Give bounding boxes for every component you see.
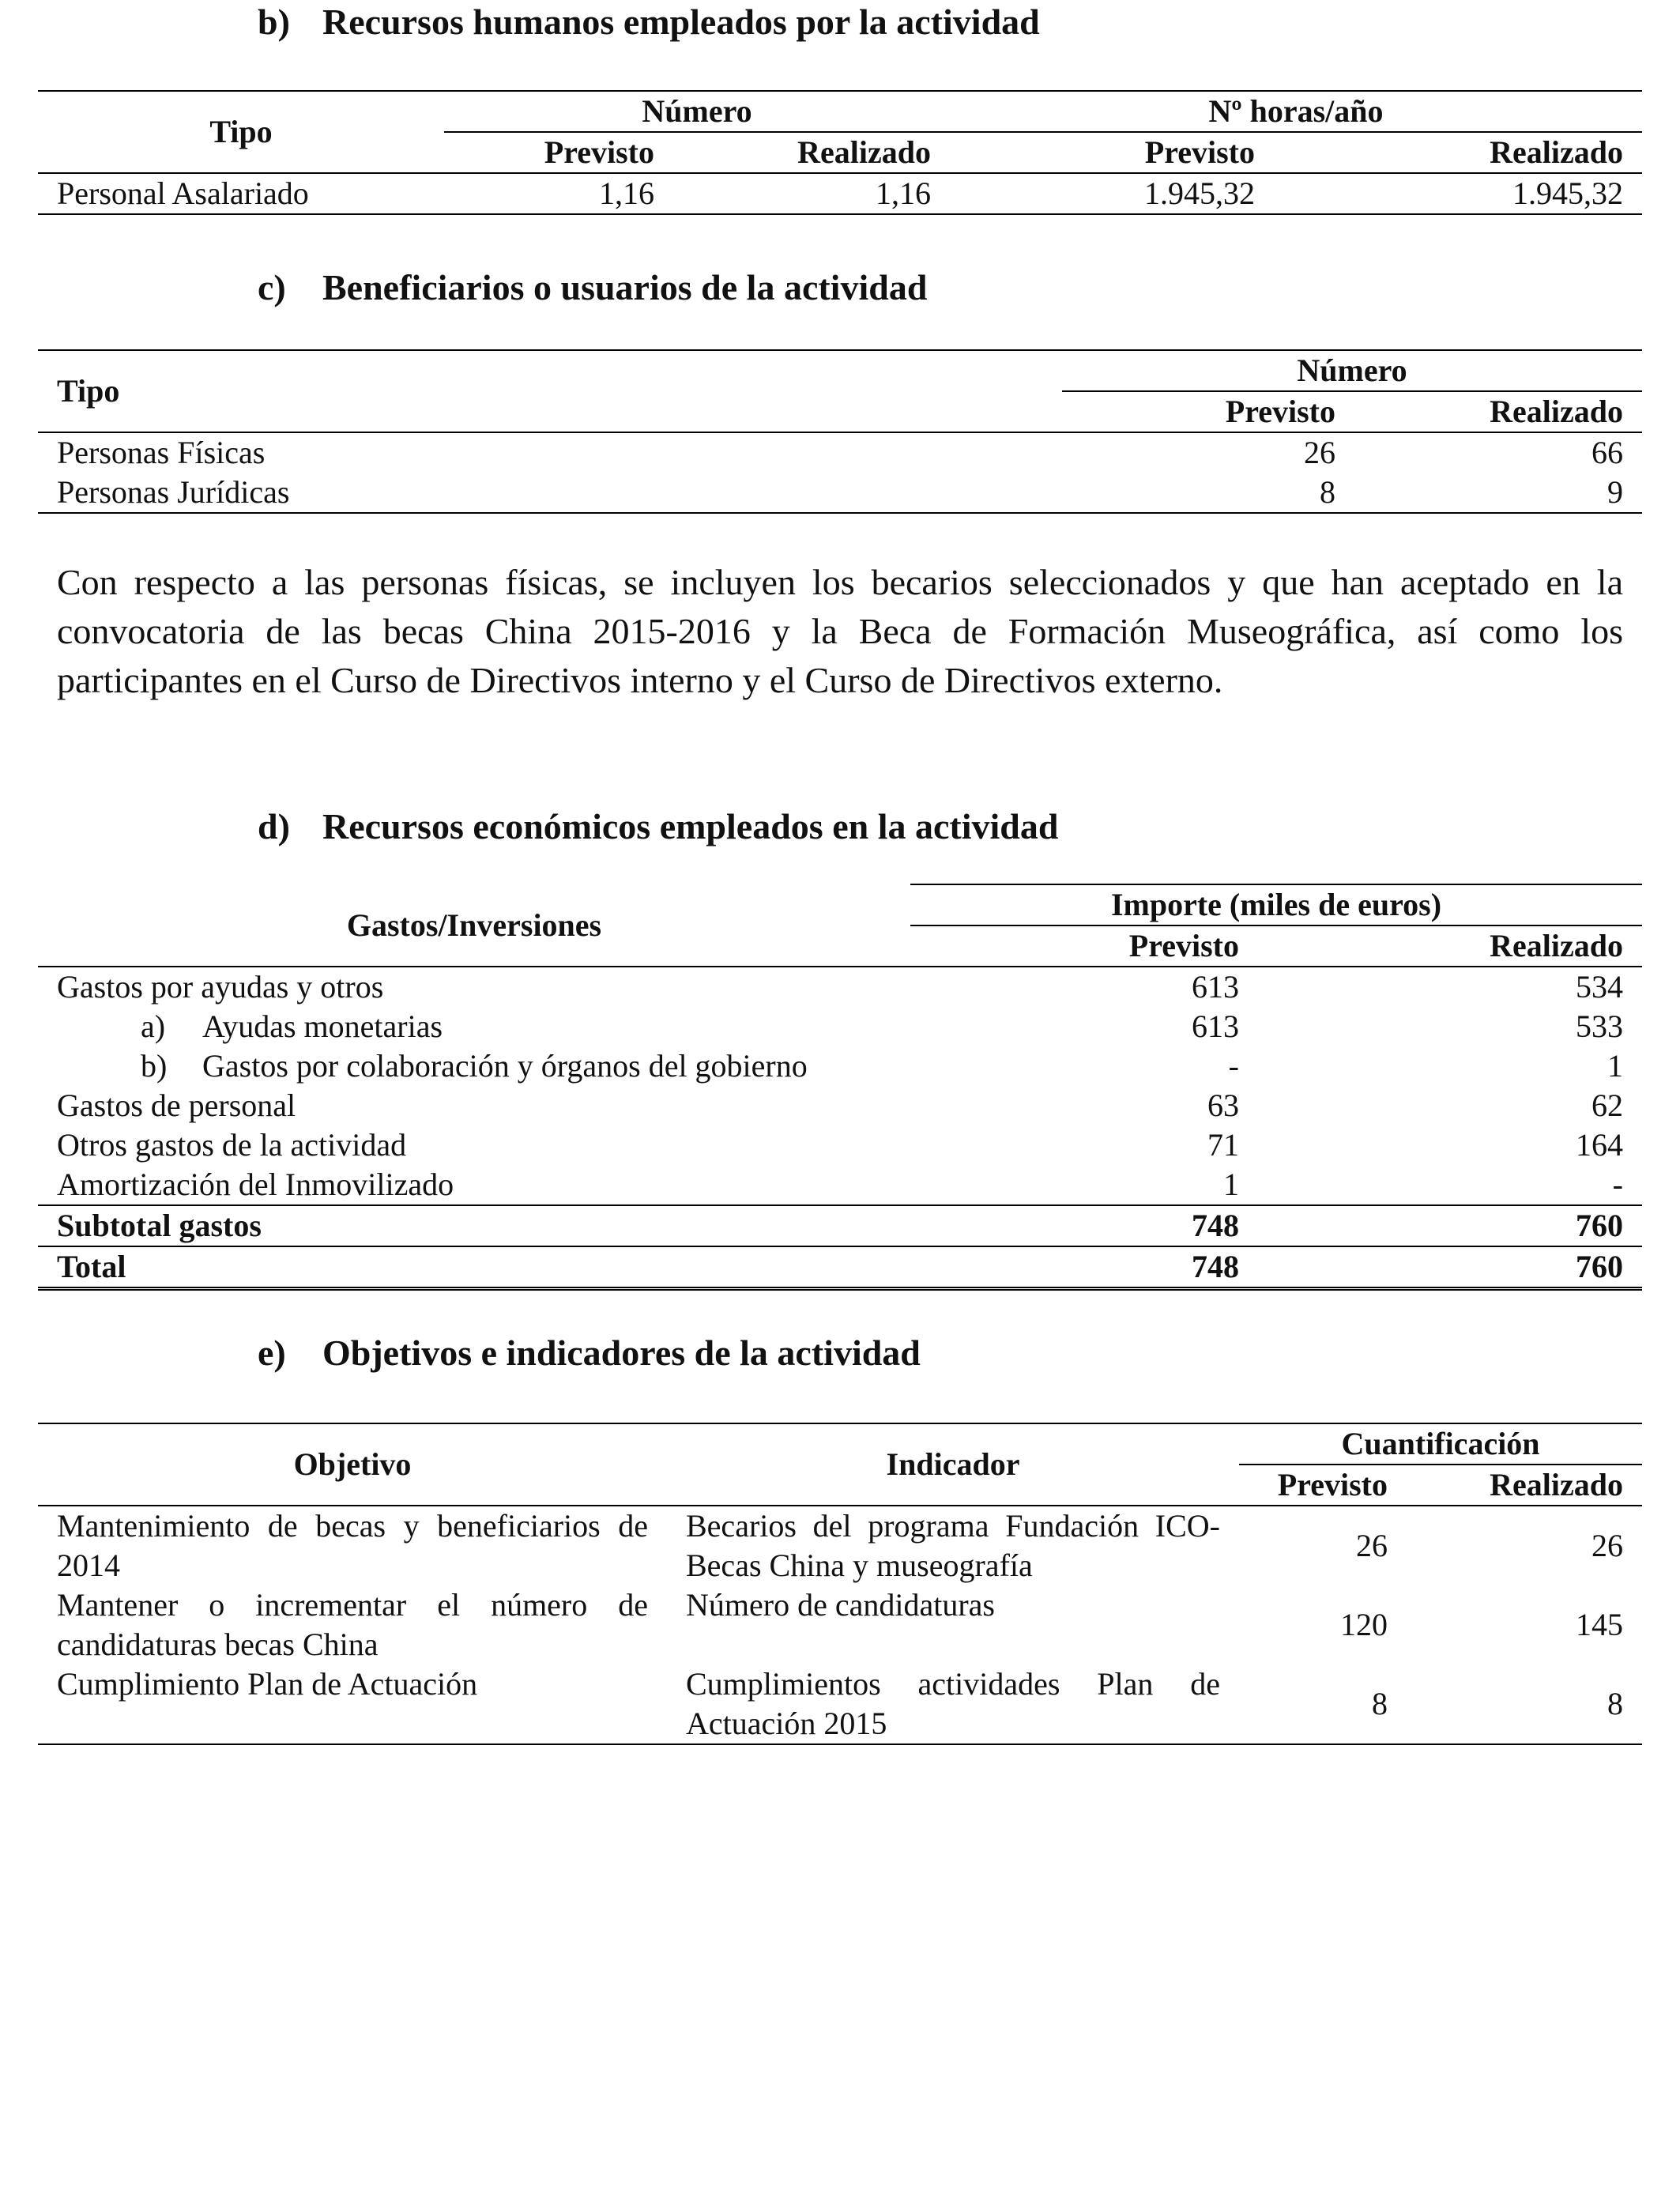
row-previsto: -: [1228, 1048, 1239, 1084]
header-horas-previsto: Previsto: [950, 132, 1274, 173]
row-realizado: 9: [1607, 474, 1623, 510]
row-previsto: 63: [1207, 1088, 1239, 1123]
subtotal-realizado: 760: [1576, 1208, 1623, 1243]
header-previsto: Previsto: [1062, 391, 1354, 432]
total-previsto: 748: [1192, 1249, 1239, 1284]
subtotal-previsto: 748: [1192, 1208, 1239, 1243]
table-row: [38, 1046, 1642, 1086]
table-row: [38, 1007, 1642, 1046]
header-objetivo: Objetivo: [38, 1423, 667, 1506]
subtotal-row: [38, 1205, 1642, 1246]
header-gastos: Gastos/Inversiones: [38, 884, 910, 967]
row-realizado: 62: [1591, 1088, 1623, 1123]
row-indicador: Becarios del programa Fundación ICO-Becas China y museografía: [686, 1508, 1220, 1583]
header-previsto: Previsto: [910, 925, 1258, 967]
section-e-title: Objetivos e indicadores de la actividad: [322, 1333, 921, 1373]
row-concepto: Amortización del Inmovilizado: [57, 1167, 454, 1202]
table-row: [38, 432, 1642, 473]
row-num-previsto: 1,16: [599, 175, 654, 211]
section-c-title: Beneficiarios o usuarios de la actividad: [322, 267, 928, 307]
total-row: [38, 1246, 1642, 1289]
row-horas-realizado: 1.945,32: [1512, 175, 1623, 211]
row-previsto: 1: [1223, 1167, 1239, 1202]
header-num-previsto: Previsto: [444, 132, 673, 173]
header-previsto: Previsto: [1239, 1465, 1407, 1506]
header-horas: Nº horas/año: [950, 91, 1642, 132]
section-b-title: Recursos humanos empleados por la actividad: [322, 2, 1040, 42]
row-realizado: -: [1612, 1167, 1623, 1202]
table-row: [38, 1086, 1642, 1125]
row-concepto: Gastos de personal: [57, 1088, 296, 1123]
header-indicador: Indicador: [667, 1423, 1239, 1506]
table-row: [38, 1664, 1642, 1744]
header-tipo: Tipo: [38, 350, 1062, 432]
table-row: [38, 1125, 1642, 1165]
human-resources-table: [38, 90, 1642, 215]
table-row: [38, 967, 1642, 1007]
table-row: [38, 173, 1642, 214]
row-tipo: Personas Jurídicas: [57, 474, 290, 510]
header-realizado: Realizado: [1258, 925, 1642, 967]
row-concepto-text: Ayudas monetarias: [202, 1008, 443, 1044]
row-tipo: Personal Asalariado: [57, 175, 309, 211]
row-horas-previsto: 1.945,32: [1144, 175, 1255, 211]
header-realizado: Realizado: [1354, 391, 1642, 432]
section-d-heading: [258, 805, 1058, 849]
row-previsto: 120: [1340, 1607, 1388, 1642]
section-c-label: c): [258, 267, 286, 307]
row-tag: a): [141, 1008, 166, 1044]
row-realizado: 26: [1591, 1528, 1623, 1563]
section-d-title: Recursos económicos empleados en la actividad: [322, 806, 1059, 846]
row-previsto: 613: [1192, 1008, 1239, 1044]
section-b-label: b): [258, 2, 290, 42]
row-tag: b): [141, 1048, 168, 1084]
row-concepto: [38, 1007, 910, 1046]
row-previsto: 26: [1304, 435, 1335, 470]
total-label: Total: [57, 1249, 126, 1284]
section-b-heading: [258, 0, 1040, 44]
beneficiaries-note: Con respecto a las personas físicas, se incluyen los becarios seleccionados y que han aceptado en la convocatoria de las becas China 2015-2016 y la Beca de Formación Museográfica, así como los participantes en el Curso de Directivos interno y el Curso de Directivos externo.: [57, 562, 1623, 700]
row-previsto: 26: [1356, 1528, 1388, 1563]
row-objetivo: Cumplimiento Plan de Actuación: [57, 1666, 478, 1702]
header-tipo: Tipo: [38, 91, 444, 173]
header-numero: Número: [1062, 350, 1642, 391]
row-realizado: 66: [1591, 435, 1623, 470]
table-row: [38, 1165, 1642, 1205]
row-indicador: Número de candidaturas: [686, 1587, 995, 1623]
row-realizado: 1: [1607, 1048, 1623, 1084]
row-indicador: Cumplimientos actividades Plan de Actuación 2015: [686, 1666, 1220, 1741]
section-e-heading: [258, 1331, 921, 1375]
table-row: [38, 473, 1642, 513]
row-realizado: 145: [1576, 1607, 1623, 1642]
header-horas-realizado: Realizado: [1274, 132, 1642, 173]
row-realizado: 533: [1576, 1008, 1623, 1044]
row-previsto: 8: [1372, 1686, 1388, 1721]
section-d-label: d): [258, 806, 290, 846]
table-row: [38, 1506, 1642, 1585]
table-row: [38, 1585, 1642, 1664]
row-previsto: 613: [1192, 969, 1239, 1005]
section-c-heading: [258, 266, 927, 310]
row-realizado: 164: [1576, 1127, 1623, 1163]
header-realizado: Realizado: [1407, 1465, 1642, 1506]
row-objetivo: Mantener o incrementar el número de candidaturas becas China: [57, 1587, 648, 1662]
objectives-table: [38, 1423, 1642, 1745]
row-tipo: Personas Físicas: [57, 435, 266, 470]
row-concepto-text: Gastos por colaboración y órganos del gobierno: [202, 1048, 808, 1084]
row-concepto: [38, 1046, 910, 1086]
economic-resources-table: [38, 884, 1642, 1291]
row-objetivo: Mantenimiento de becas y beneficiarios de 2014: [57, 1508, 648, 1583]
row-concepto: Gastos por ayudas y otros: [57, 969, 384, 1005]
row-realizado: 8: [1607, 1686, 1623, 1721]
beneficiaries-table: [38, 349, 1642, 514]
subtotal-label: Subtotal gastos: [57, 1208, 262, 1243]
section-e-label: e): [258, 1333, 286, 1373]
row-num-realizado: 1,16: [876, 175, 931, 211]
header-numero: Número: [444, 91, 950, 132]
row-previsto: 71: [1207, 1127, 1239, 1163]
row-realizado: 534: [1576, 969, 1623, 1005]
header-cuantificacion: Cuantificación: [1239, 1423, 1642, 1465]
header-num-realizado: Realizado: [673, 132, 950, 173]
total-realizado: 760: [1576, 1249, 1623, 1284]
row-concepto: Otros gastos de la actividad: [57, 1127, 407, 1163]
row-previsto: 8: [1320, 474, 1335, 510]
header-importe: Importe (miles de euros): [910, 884, 1642, 925]
